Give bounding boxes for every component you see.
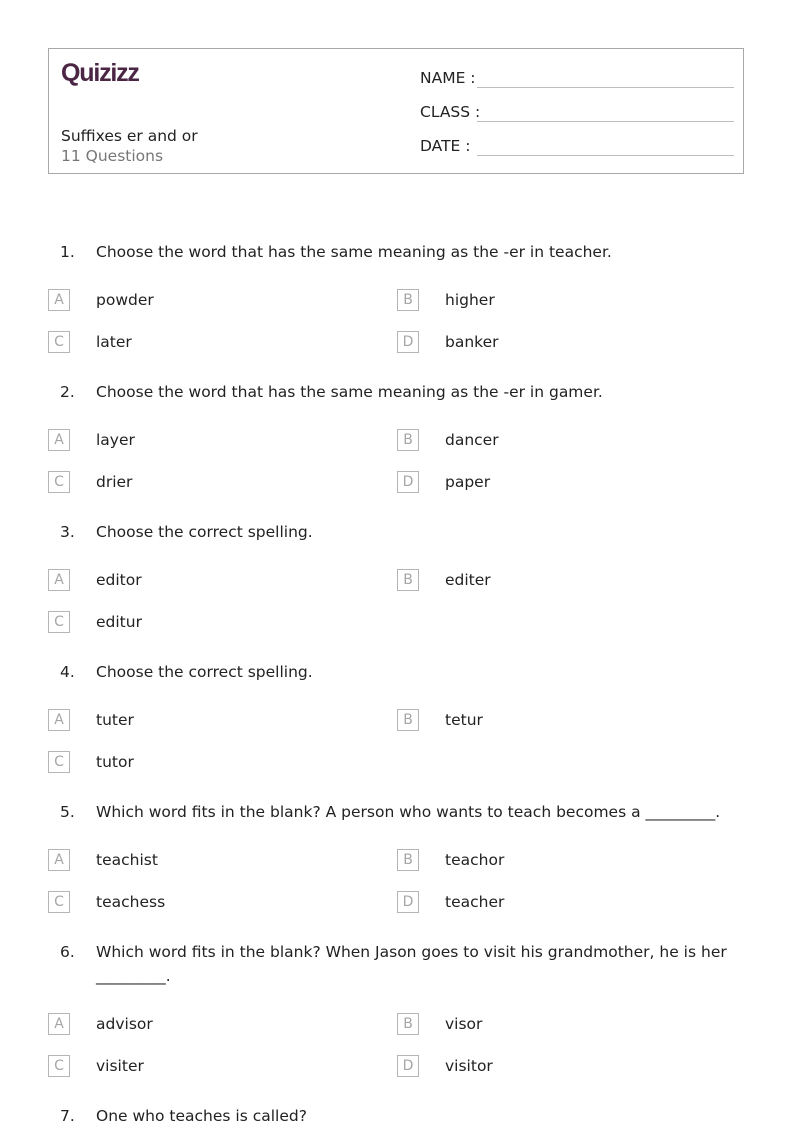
date-label: DATE : bbox=[420, 137, 471, 155]
question-number: 6. bbox=[60, 943, 75, 961]
option-c[interactable] bbox=[48, 751, 348, 775]
option-a[interactable] bbox=[48, 709, 348, 733]
date-line bbox=[477, 155, 734, 156]
option-text: dancer bbox=[445, 431, 499, 449]
option-a[interactable] bbox=[48, 429, 348, 453]
class-field[interactable] bbox=[420, 101, 734, 123]
option-a[interactable] bbox=[48, 849, 348, 873]
question-text: Choose the word that has the same meaning as the -er in teacher. bbox=[96, 243, 612, 261]
option-letter-box: C bbox=[48, 751, 70, 773]
option-b[interactable] bbox=[397, 289, 697, 313]
option-text: visitor bbox=[445, 1057, 493, 1075]
option-d[interactable] bbox=[397, 331, 697, 355]
option-a[interactable] bbox=[48, 289, 348, 313]
option-text: teacher bbox=[445, 893, 505, 911]
question-text: Choose the correct spelling. bbox=[96, 523, 313, 541]
option-d[interactable] bbox=[397, 1055, 697, 1079]
name-label: NAME : bbox=[420, 69, 476, 87]
question-number: 1. bbox=[60, 243, 75, 261]
option-letter-box: A bbox=[48, 709, 70, 731]
option-letter-box: B bbox=[397, 429, 419, 451]
option-b[interactable] bbox=[397, 709, 697, 733]
name-line bbox=[477, 87, 734, 88]
worksheet-title: Suffixes er and or bbox=[61, 127, 198, 145]
option-letter-box: D bbox=[397, 891, 419, 913]
option-letter-box: B bbox=[397, 1013, 419, 1035]
option-letter-box: D bbox=[397, 331, 419, 353]
option-letter-box: B bbox=[397, 289, 419, 311]
question-number: 3. bbox=[60, 523, 75, 541]
option-text: editer bbox=[445, 571, 491, 589]
option-text: teachess bbox=[96, 893, 166, 911]
option-letter-box: A bbox=[48, 1013, 70, 1035]
question-text: Choose the word that has the same meaning as the -er in gamer. bbox=[96, 383, 603, 401]
question-text: Which word fits in the blank? When Jason goes to visit his grandmother, he is her _________. bbox=[96, 943, 727, 985]
option-text: powder bbox=[96, 291, 154, 309]
date-field[interactable] bbox=[420, 135, 734, 157]
option-d[interactable] bbox=[397, 471, 697, 495]
option-text: teachist bbox=[96, 851, 158, 869]
question-count: 11 Questions bbox=[61, 147, 164, 165]
option-b[interactable] bbox=[397, 849, 697, 873]
question-text: Choose the correct spelling. bbox=[96, 663, 313, 681]
option-text: drier bbox=[96, 473, 133, 491]
option-text: editur bbox=[96, 613, 142, 631]
option-letter-box: A bbox=[48, 849, 70, 871]
question-text: One who teaches is called? bbox=[96, 1107, 307, 1125]
class-line bbox=[477, 121, 734, 122]
option-d[interactable] bbox=[397, 891, 697, 915]
option-text: higher bbox=[445, 291, 495, 309]
worksheet-header bbox=[48, 48, 744, 174]
option-text: visiter bbox=[96, 1057, 144, 1075]
option-text: layer bbox=[96, 431, 135, 449]
option-letter-box: C bbox=[48, 331, 70, 353]
option-b[interactable] bbox=[397, 429, 697, 453]
question-number: 7. bbox=[60, 1107, 75, 1125]
option-a[interactable] bbox=[48, 1013, 348, 1037]
option-letter-box: A bbox=[48, 429, 70, 451]
name-field[interactable] bbox=[420, 67, 734, 89]
option-a[interactable] bbox=[48, 569, 348, 593]
question-number: 4. bbox=[60, 663, 75, 681]
option-c[interactable] bbox=[48, 471, 348, 495]
option-text: teachor bbox=[445, 851, 505, 869]
option-letter-box: B bbox=[397, 849, 419, 871]
option-b[interactable] bbox=[397, 569, 697, 593]
option-letter-box: D bbox=[397, 471, 419, 493]
option-c[interactable] bbox=[48, 611, 348, 635]
quizizz-logo: Quizizz bbox=[61, 59, 139, 87]
option-b[interactable] bbox=[397, 1013, 697, 1037]
option-text: tetur bbox=[445, 711, 483, 729]
option-letter-box: D bbox=[397, 1055, 419, 1077]
option-text: paper bbox=[445, 473, 491, 491]
option-letter-box: C bbox=[48, 611, 70, 633]
option-letter-box: A bbox=[48, 289, 70, 311]
option-text: visor bbox=[445, 1015, 483, 1033]
option-letter-box: A bbox=[48, 569, 70, 591]
option-text: later bbox=[96, 333, 132, 351]
option-letter-box: B bbox=[397, 569, 419, 591]
question-number: 2. bbox=[60, 383, 75, 401]
option-c[interactable] bbox=[48, 891, 348, 915]
option-letter-box: C bbox=[48, 471, 70, 493]
option-text: editor bbox=[96, 571, 142, 589]
option-letter-box: B bbox=[397, 709, 419, 731]
class-label: CLASS : bbox=[420, 103, 481, 121]
option-letter-box: C bbox=[48, 1055, 70, 1077]
option-text: tuter bbox=[96, 711, 134, 729]
option-letter-box: C bbox=[48, 891, 70, 913]
option-text: tutor bbox=[96, 753, 134, 771]
option-text: advisor bbox=[96, 1015, 153, 1033]
question-number: 5. bbox=[60, 803, 75, 821]
question-text: Which word fits in the blank? A person who wants to teach becomes a _________. bbox=[96, 803, 721, 821]
option-text: banker bbox=[445, 333, 499, 351]
option-c[interactable] bbox=[48, 1055, 348, 1079]
option-c[interactable] bbox=[48, 331, 348, 355]
